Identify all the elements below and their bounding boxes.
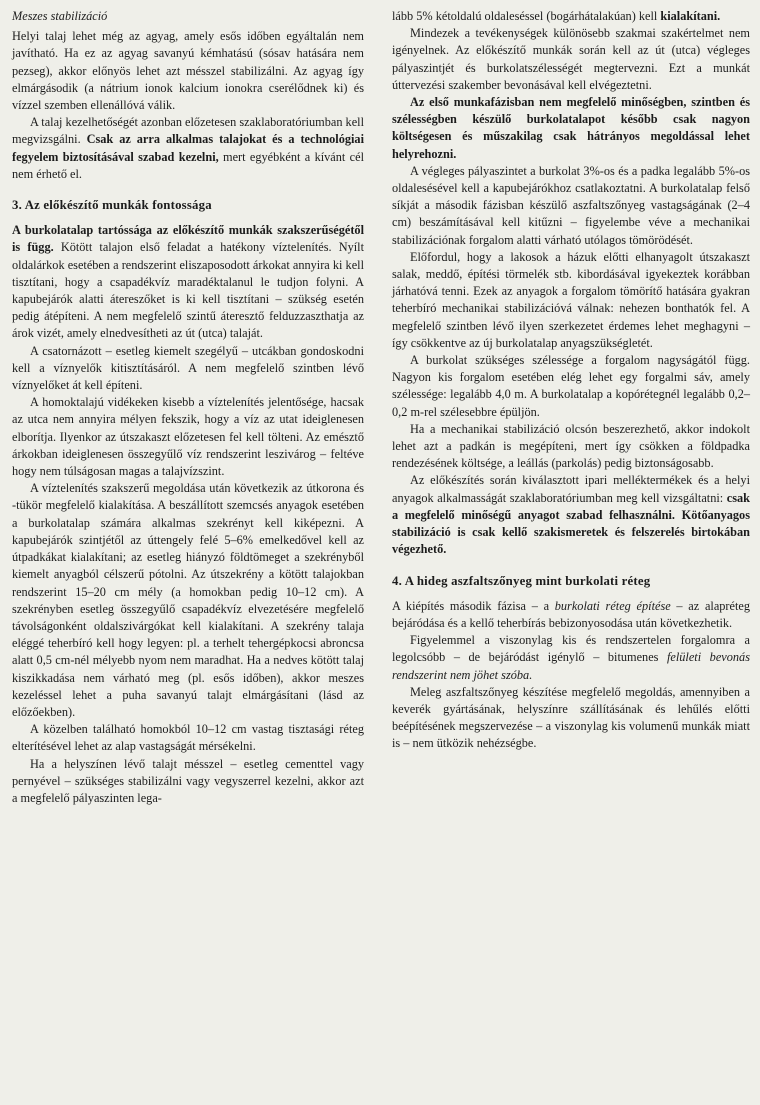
paragraph: A csatornázott – esetleg kiemelt szegélyű – utcákban gondoskodni kell a víznyelők kitisztításáról. A nem megfelelő szintben lévő víznyelőket át kell építeni. bbox=[12, 343, 364, 393]
text-span: lább 5% kétoldalú oldaleséssel (bogárhátalakúan) kell bbox=[392, 9, 661, 23]
paragraph: Mindezek a tevékenységek különösebb szakmai szakértelmet nem igényelnek. Az előkészítő munkák során kell az út (utca) végleges pályaszintjét és burkolatszélességét megtervezni. Ezt a munkát úttervezési szakember bevonásával kell elvégeztetni. bbox=[392, 26, 750, 92]
italic-text: felületi bevonás rendszerint nem jöhet szóba. bbox=[392, 650, 750, 682]
paragraph: A víztelenítés szakszerű megoldása után következik az útkorona és -tükör megfelelő kialakítása. A beszállított szemcsés anyagok esetében a burkolatalap számára alkalmas szekrényt kell kiképezni. A kapubejárók szintjétől az úttengely felé 5–6% emelkedővel kell az útpadkákat kialakítani; az esetleg hiányzó földtömeget a szekrényből kiemelt anyagból célszerű pótolni. Az útszekrény a kötött talajokban rendszerint 15–20 cm mély (a homokban pedig 10–12 cm). A szekrényben esetleg összegyűlő csapadékvíz elvezetésére megfelelő távolságonként oldalszivárgókat kell kialakítani. A szekrény talaja eléggé teherbíró kell hogy legyen: pl. a terhelt tehergépkocsi abroncsa alatt 0,5 cm-nél mélyebb nyom nem maradhat. Ha a nedves kötött talaj kiszikkadása nem várható meg (pl. esős időben), akkor meszes kezeléssel lehet a puha savanyú talajt elmárgásítani (lásd az előzőekben). bbox=[12, 481, 364, 719]
text-span: Figyelemmel a viszonylag kis és rendszertelen forgalomra a legolcsóbb – de bejáródást igénylő – bitumenes bbox=[392, 633, 750, 665]
paragraph: Előfordul, hogy a lakosok a házuk előtti elhanyagolt útszakaszt salak, meddő, építési törmelék stb. kibordásával igyekeztek korábban járhatóvá tenni. Ezek az anyagok a forgalom tömörítő hatására gyakran teherbíró mechanikai stabilizációvá válnak: nehezen bonthatók fel. A megfelelő szintben lévő ilyen szerkezetet érdemes lehet meghagyni – így csökkentve az új burkolatalap anyagszükségletét. bbox=[392, 249, 750, 350]
bold-text: csak a megfelelő minőségű anyagot szabad felhasználni. Kötőanyagos stabilizáció is csak kellő szakismeretek és felszerelés birtokában végezhető. bbox=[392, 490, 750, 557]
text-span: Kötött talajon első feladat a hatékony víztelenítés. Nyílt oldalárkok esetében a rendszerint eliszaposodott árkokat annyira ki kell tisztítani, hogy a csapadékvíz maradéktalanul le tudjon folyni. A kapubejárók alatti átereszőket is ki kell tisztítani – szükség esetén pedig átépíteni. A nem megfelelő szintű áteresztő felduzzaszthatja az árok vizét, amely elnedvesítheti az út (utca) talaját. bbox=[12, 240, 364, 341]
paragraph: A homoktalajú vidékeken kisebb a víztelenítés jelentősége, hacsak az utca nem annyira mélyen fekszik, hogy a víz az utat ideiglenesen elborítja. Ilyenkor az útszakaszt előzetesen fel kell tölteni. Az emésztő árkokban ideiglenesen összegyűlő víz rendszerint leszivárog – feltéve hogy nem túlságosan magas a talajvízszint. bbox=[12, 395, 364, 479]
bold-paragraph: Az első munkafázisban nem megfelelő minőségben, szintben és szélességben készülő burkolatalapot később csak nagyon költségesen és műszakilag csak hátrányos megoldással lehet helyrehozni. bbox=[392, 95, 750, 161]
paragraph: Ha a mechanikai stabilizáció olcsón beszerezhető, akkor indokolt lehet azt a padkán is megépíteni, mert így csökken a földpadka rendezésének költsége, a leállás (parkolás) pedig biztonságosabb. bbox=[392, 421, 750, 471]
bold-text: kialakítani. bbox=[660, 9, 721, 23]
heading-4: 4. A hideg aszfaltszőnyeg mint burkolati réteg bbox=[392, 573, 651, 588]
paragraph bbox=[392, 8, 750, 25]
section-title-meszes: Meszes stabilizáció bbox=[12, 9, 108, 23]
paragraph bbox=[392, 472, 750, 558]
paragraph: A közelben található homokból 10–12 cm vastag tisztasági réteg elterítésével lehet az alap vastagságát mérsékelni. bbox=[12, 722, 364, 754]
paragraph: A végleges pályaszintet a burkolat 3%-os és a padka legalább 5%-os oldalesésével kell a kapubejárókhoz csatlakoztatni. A burkolatalap felső síkját a második fázisban készülő aszfaltszőnyeg vastagságának (2–4 cm) beszámításával kell kitűzni – figyelembe véve a mechanikai stabilizációnak forgalom alatti várható utólagos tömörödését. bbox=[392, 163, 750, 247]
italic-text: burkolati réteg építése bbox=[554, 598, 671, 613]
text-span: A kiépítés második fázisa – a bbox=[392, 598, 555, 613]
paragraph: A burkolat szükséges szélessége a forgalom nagyságától függ. Nagyon kis forgalom esetében elég lehet egy forgalmi sáv, amely szélessége: legalább 4,0 m. A burkolatalap a kopórétegnél legalább 0,2–0,2 m-rel szélesebbre épüljön. bbox=[392, 353, 750, 419]
right-column bbox=[392, 8, 750, 753]
paragraph bbox=[12, 222, 364, 342]
text-span: A talaj kezelhetőségét azonban előzetesen szaklaboratóriumban kell megvizsgálni. bbox=[12, 115, 364, 147]
paragraph bbox=[392, 632, 750, 684]
bold-text: Csak az arra alkalmas talajokat és a technológiai fegyelem biztosításával szabad kezelni, bbox=[12, 132, 364, 164]
paragraph: Meleg aszfaltszőnyeg készítése megfelelő megoldás, amennyiben a keverék gyártásának, helyszínre szállításának és lehűlés előtti beépítésének megszervezése – a viszonylag kis volumenű munkák miatt is – nem ütközik nehézségbe. bbox=[392, 684, 750, 751]
left-column bbox=[12, 8, 364, 807]
paragraph: Ha a helyszínen lévő talajt mésszel – esetleg cementtel vagy pernyével – szükséges stabilizálni vagy vegyszerrel kezelni, akkor azt a megfelelő pályaszinten lega- bbox=[12, 756, 364, 805]
heading-3: 3. Az előkészítő munkák fontossága bbox=[12, 198, 212, 213]
paragraph: Helyi talaj lehet még az agyag, amely esős időben egyáltalán nem javítható. Ha ez az agyag savanyú kémhatású (sósav hatására nem pezseg), akkor előnyös lehet azt mésszel stabilizálni. Az agyag így elmárgásodik (a nátrium ionok kalcium ionokra cserélődnek ki) és vízzel szemben ellenállóvá válik. bbox=[12, 29, 364, 113]
text-span: – az alapréteg bejáródása és a kellő teherbírás bebizonyosodása után következhetik. bbox=[392, 598, 750, 630]
bold-text: A burkolatalap tartóssága az előkészítő munkák szakszerűségétől is függ. bbox=[12, 223, 364, 255]
paragraph bbox=[12, 114, 364, 183]
text-span: mert egyébként a kívánt cél nem érhető el. bbox=[12, 149, 364, 181]
text-span: Az előkészítés során kiválasztott ipari melléktermékek és a helyi anyagok alkalmasságát szaklaboratóriumban meg kell vizsgáltatni: bbox=[392, 473, 750, 505]
paragraph bbox=[392, 598, 750, 632]
